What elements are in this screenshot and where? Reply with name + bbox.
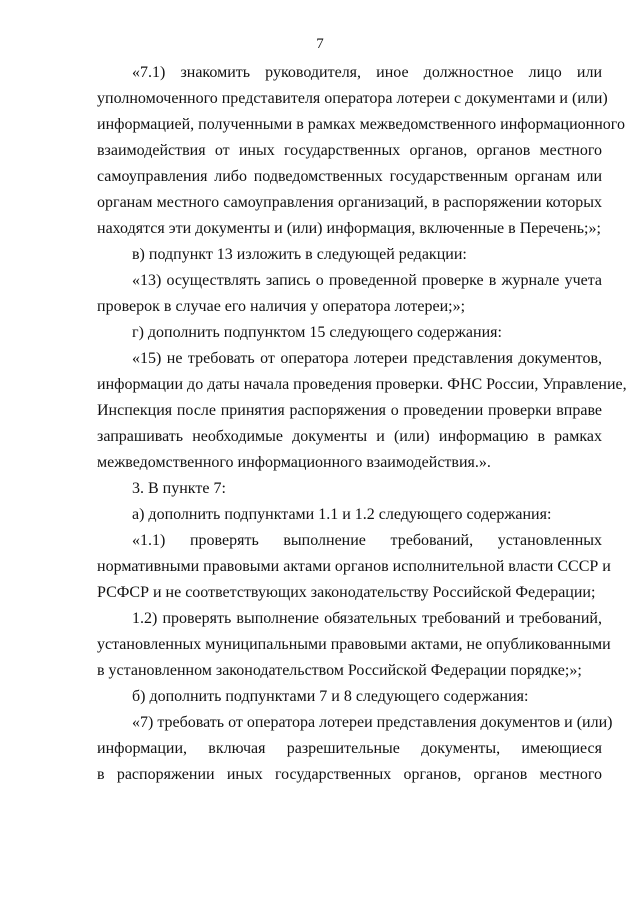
text-line: «13) осуществлять запись о проведенной проверке в журнале учета bbox=[132, 272, 602, 289]
text-line: самоуправления либо подведомственных государственным органам или bbox=[97, 168, 602, 185]
text-line: «15) не требовать от оператора лотереи представления документов, bbox=[132, 350, 602, 367]
text-line: нормативными правовыми актами органов исполнительной власти СССР и bbox=[97, 558, 611, 575]
text-line: РСФСР и не соответствующих законодательству Российской Федерации; bbox=[97, 584, 596, 601]
text-line: Инспекция после принятия распоряжения о проведении проверки вправе bbox=[97, 402, 602, 419]
text-line: 1.2) проверять выполнение обязательных требований и требований, bbox=[132, 610, 602, 627]
text-line: б) дополнить подпунктами 7 и 8 следующего содержания: bbox=[132, 688, 529, 705]
text-line: а) дополнить подпунктами 1.1 и 1.2 следующего содержания: bbox=[132, 506, 552, 523]
text-line: информацией, полученными в рамках межведомственного информационного bbox=[97, 116, 625, 133]
paragraph bbox=[97, 502, 602, 528]
text-line: «1.1) проверять выполнение требований, установленных bbox=[132, 532, 602, 549]
paragraph bbox=[97, 606, 611, 684]
paragraph bbox=[97, 60, 625, 242]
text-line: органам местного самоуправления организаций, в распоряжении которых bbox=[97, 194, 602, 211]
text-line: установленных муниципальными правовыми актами, не опубликованными bbox=[97, 636, 611, 653]
paragraph bbox=[97, 320, 602, 346]
text-line: г) дополнить подпунктом 15 следующего содержания: bbox=[132, 324, 502, 341]
paragraph bbox=[97, 242, 602, 268]
text-line: информации, включая разрешительные документы, имеющиеся bbox=[97, 740, 602, 757]
text-line: «7) требовать от оператора лотереи представления документов и (или) bbox=[132, 714, 613, 731]
paragraph bbox=[97, 476, 602, 502]
text-line: «7.1) знакомить руководителя, иное должностное лицо или bbox=[132, 64, 602, 81]
text-line: уполномоченного представителя оператора лотереи с документами и (или) bbox=[97, 90, 608, 107]
paragraph bbox=[97, 346, 627, 476]
text-line: 3. В пункте 7: bbox=[132, 480, 226, 497]
paragraph bbox=[97, 710, 613, 788]
text-line: в установленном законодательством Российской Федерации порядке;»; bbox=[97, 662, 582, 679]
text-line: в) подпункт 13 изложить в следующей редакции: bbox=[132, 246, 467, 263]
paragraph bbox=[97, 268, 602, 320]
text-line: взаимодействия от иных государственных органов, органов местного bbox=[97, 142, 602, 159]
paragraph bbox=[97, 684, 602, 710]
text-line: проверок в случае его наличия у оператора лотереи;»; bbox=[97, 298, 466, 315]
text-line: в распоряжении иных государственных органов, органов местного bbox=[97, 766, 602, 783]
page-number: 7 bbox=[316, 36, 324, 52]
text-line: запрашивать необходимые документы и (или) информацию в рамках bbox=[97, 428, 602, 445]
document-body bbox=[97, 60, 627, 788]
text-line: межведомственного информационного взаимодействия.». bbox=[97, 454, 491, 471]
text-line: информации до даты начала проведения проверки. ФНС России, Управление, bbox=[97, 376, 627, 393]
paragraph bbox=[97, 528, 611, 606]
text-line: находятся эти документы и (или) информация, включенные в Перечень;»; bbox=[97, 220, 601, 237]
